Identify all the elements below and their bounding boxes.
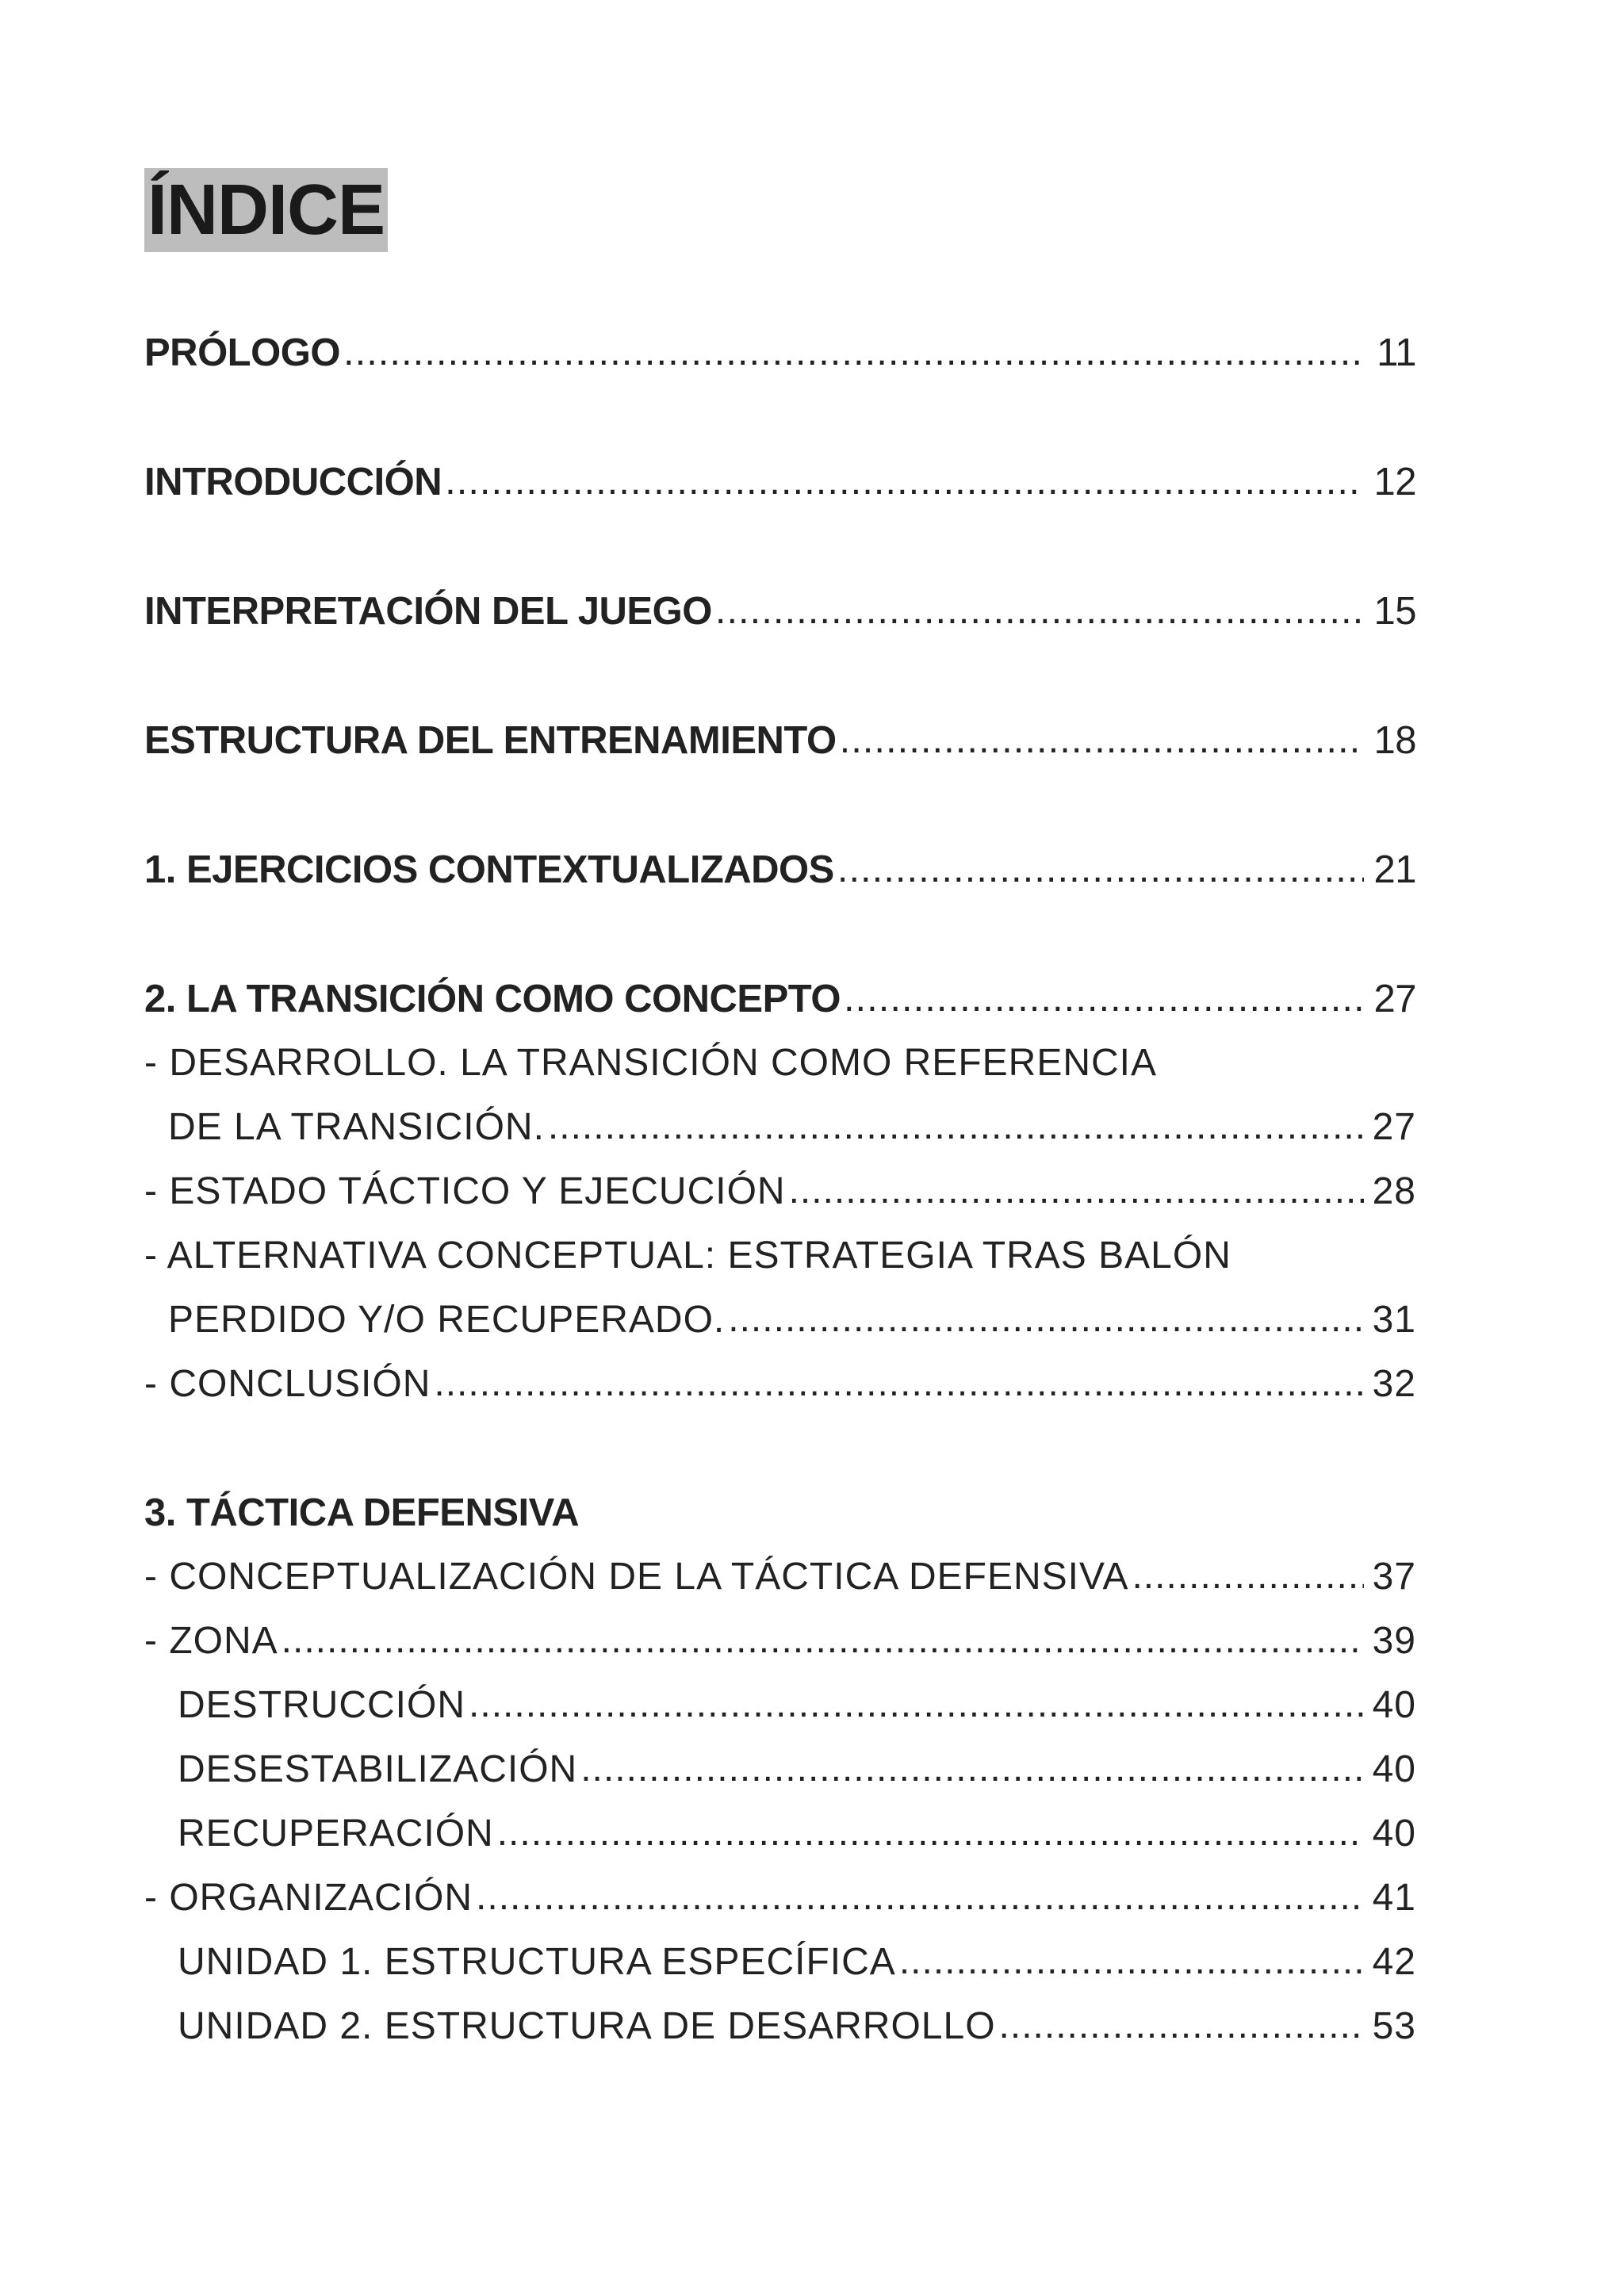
dot-leader: [728, 1292, 1364, 1347]
toc-entry-page: 39: [1372, 1620, 1416, 1662]
toc-entry-label: ESTRUCTURA DEL ENTRENAMIENTO: [144, 719, 837, 762]
toc-entry-page: 53: [1372, 2005, 1416, 2047]
toc-entry-page: 42: [1372, 1941, 1416, 1983]
toc-entry-label: - ALTERNATIVA CONCEPTUAL: ESTRATEGIA TRAS BALÓN: [144, 1235, 1231, 1277]
toc-entry-estructura[interactable]: [144, 713, 1416, 768]
toc-entry-page: 40: [1372, 1748, 1416, 1790]
toc-subentry-unidad-2[interactable]: [178, 1999, 1416, 2054]
toc-entry-label: 2. LA TRANSICIÓN COMO CONCEPTO: [144, 978, 841, 1020]
toc-subentry-organizacion[interactable]: [144, 1870, 1416, 1926]
dot-leader: [282, 1613, 1364, 1668]
toc-subentry-conceptualizacion[interactable]: [144, 1549, 1416, 1605]
dot-leader: [789, 1163, 1364, 1219]
toc-entry-page: 27: [1373, 978, 1416, 1020]
dot-leader: [844, 970, 1364, 1026]
toc-entry-label: INTRODUCCIÓN: [144, 461, 442, 503]
toc-subentry-destruccion[interactable]: [178, 1678, 1416, 1733]
toc-entry-label: UNIDAD 2. ESTRUCTURA DE DESARROLLO: [178, 2005, 996, 2047]
toc-entry-interpretacion[interactable]: [144, 584, 1416, 639]
toc-subentry-zona[interactable]: [144, 1613, 1416, 1669]
toc-subentry-alternativa-cont[interactable]: [168, 1292, 1416, 1348]
dot-leader: [580, 1741, 1364, 1797]
toc-subentry-desarrollo[interactable]: [144, 1035, 1416, 1091]
toc-entry-page: 32: [1372, 1363, 1416, 1405]
toc-entry-introduccion[interactable]: [144, 454, 1416, 510]
toc-entry-label: - CONCEPTUALIZACIÓN DE LA TÁCTICA DEFENSIVA: [144, 1556, 1129, 1598]
dot-leader: [999, 1998, 1364, 2054]
toc-entry-page: 12: [1373, 461, 1416, 503]
dot-leader: [1132, 1548, 1364, 1604]
dot-leader: [715, 583, 1364, 638]
toc-entry-label: - ORGANIZACIÓN: [144, 1877, 473, 1919]
toc-entry-prologo[interactable]: [144, 325, 1416, 381]
toc-subentry-desestabilizacion[interactable]: [178, 1742, 1416, 1797]
dot-leader: [469, 1677, 1364, 1732]
toc-entry-page: 18: [1373, 719, 1416, 762]
dot-leader: [899, 1934, 1364, 1989]
toc-entry-label: - ESTADO TÁCTICO Y EJECUCIÓN: [144, 1170, 786, 1212]
toc-subentry-conclusion[interactable]: [144, 1357, 1416, 1412]
toc-entry-page: 40: [1372, 1684, 1416, 1726]
toc-entry-label: DE LA TRANSICIÓN.: [168, 1106, 545, 1148]
toc-entry-label: - CONCLUSIÓN: [144, 1363, 431, 1405]
toc-entry-page: 11: [1377, 331, 1416, 374]
toc-entry-chapter-1[interactable]: [144, 842, 1416, 898]
toc-entry-label: - DESARROLLO. LA TRANSICIÓN COMO REFERENCIA: [144, 1042, 1158, 1084]
toc-entry-page: 37: [1372, 1556, 1416, 1598]
toc-entry-chapter-3[interactable]: [144, 1485, 1416, 1541]
toc-subentry-alternativa[interactable]: [144, 1228, 1416, 1284]
toc-subentry-unidad-1[interactable]: [178, 1935, 1416, 1990]
toc-entry-page: 28: [1372, 1170, 1416, 1212]
toc-subentry-estado-tactico[interactable]: [144, 1164, 1416, 1219]
toc-entry-label: 3. TÁCTICA DEFENSIVA: [144, 1491, 580, 1534]
toc-entry-label: PRÓLOGO: [144, 331, 340, 374]
toc-entry-page: 31: [1372, 1299, 1416, 1341]
toc-entry-label: INTERPRETACIÓN DEL JUEGO: [144, 590, 712, 633]
toc-entry-label: 1. EJERCICIOS CONTEXTUALIZADOS: [144, 848, 834, 891]
toc-entry-page: 21: [1373, 848, 1416, 891]
toc-entry-label: PERDIDO Y/O RECUPERADO.: [168, 1299, 726, 1341]
dot-leader: [445, 454, 1364, 509]
toc-entry-page: 27: [1372, 1106, 1416, 1148]
page-title: ÍNDICE: [144, 168, 388, 252]
toc-entry-page: 15: [1373, 590, 1416, 633]
dot-leader: [497, 1805, 1364, 1861]
dot-leader: [548, 1099, 1364, 1154]
dot-leader: [837, 841, 1364, 897]
toc-entry-label: UNIDAD 1. ESTRUCTURA ESPECÍFICA: [178, 1941, 896, 1983]
toc-entry-label: - ZONA: [144, 1620, 278, 1662]
toc-entry-page: 41: [1372, 1877, 1416, 1919]
toc-subentry-desarrollo-cont[interactable]: [168, 1100, 1416, 1155]
dot-leader: [840, 712, 1364, 768]
toc-subentry-recuperacion[interactable]: [178, 1806, 1416, 1862]
toc-entry-label: DESESTABILIZACIÓN: [178, 1748, 578, 1790]
toc-entry-chapter-2[interactable]: [144, 971, 1416, 1027]
dot-leader: [476, 1870, 1364, 1925]
dot-leader: [343, 324, 1364, 380]
toc-entry-label: DESTRUCCIÓN: [178, 1684, 466, 1726]
toc-entry-page: 40: [1372, 1813, 1416, 1855]
dot-leader: [434, 1356, 1364, 1411]
toc-entry-label: RECUPERACIÓN: [178, 1813, 494, 1855]
